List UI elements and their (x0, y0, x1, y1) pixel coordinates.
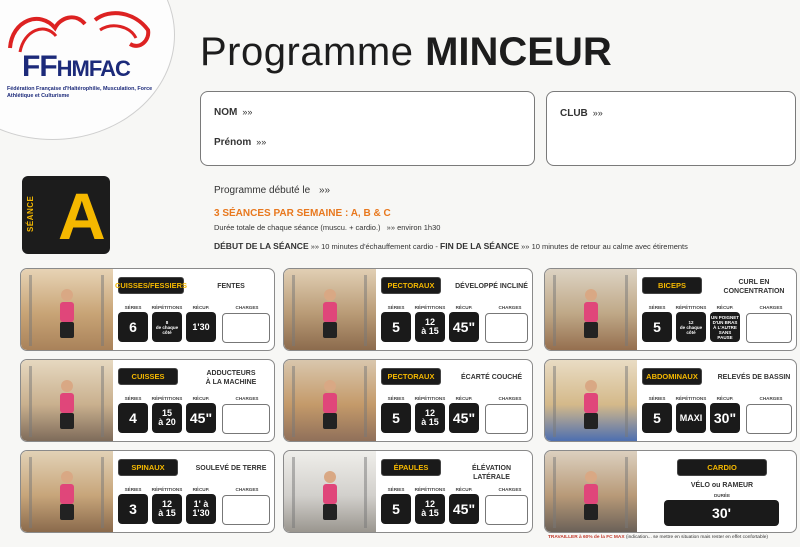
exercise-category: CUISSES/FESSIERS (118, 277, 184, 294)
series-header: SÉRIES (387, 305, 405, 310)
exercise-name: CURL EN CONCENTRATION (723, 279, 785, 295)
title-prefix: Programme (200, 30, 414, 74)
exercise-category: ABDOMINAUX (642, 368, 702, 385)
exercise-name: RELEVÉS DE BASSIN (717, 374, 791, 381)
exercise-card (544, 359, 797, 442)
exercise-category: ÉPAULES (381, 459, 441, 476)
recup-header: RÉCUP. (455, 305, 473, 310)
exercise-card (20, 450, 275, 533)
series-header: SÉRIES (387, 396, 405, 401)
seance-letter: A (58, 179, 106, 253)
prenom-field[interactable] (276, 132, 526, 148)
exercise-category: CUISSES (118, 368, 178, 385)
charges-input[interactable] (485, 404, 528, 434)
exercise-category: SPINAUX (118, 459, 178, 476)
recup-value: 1' à 1'30 (186, 494, 216, 524)
reps-value: 12 à 15 (415, 312, 445, 342)
charges-input[interactable] (222, 404, 270, 434)
athlete-figure-icon (545, 451, 637, 532)
reps-value: 12 à 15 (415, 403, 445, 433)
athlete-figure-icon (21, 360, 113, 441)
recup-value: 45" (449, 494, 479, 524)
reps-header: RÉPÉTITIONS (414, 487, 446, 492)
series-value: 3 (118, 494, 148, 524)
series-header: SÉRIES (124, 487, 142, 492)
logo-hmfac: HMFAC (56, 56, 130, 81)
reps-header: RÉPÉTITIONS (414, 305, 446, 310)
club-label: CLUB »» (560, 108, 603, 119)
reps-value: 12 de chaque côté (676, 312, 706, 342)
recup-header: RÉCUP. (192, 396, 210, 401)
recup-header: RÉCUP. (455, 396, 473, 401)
charges-input[interactable] (746, 404, 792, 434)
exercise-photo (284, 451, 376, 532)
exercise-photo (284, 360, 376, 441)
recup-value: 30" (710, 403, 740, 433)
exercise-category: BICEPS (642, 277, 702, 294)
exercise-photo (545, 269, 637, 350)
duree-header: DURÉE (713, 493, 731, 498)
exercise-photo (545, 360, 637, 441)
charges-header: CHARGES (759, 396, 783, 401)
series-value: 5 (642, 312, 672, 342)
exercise-card (20, 268, 275, 351)
charges-header: CHARGES (759, 305, 783, 310)
exercise-card (283, 268, 533, 351)
charges-input[interactable] (746, 313, 792, 343)
exercise-category: PECTORAUX (381, 277, 441, 294)
series-value: 5 (381, 403, 411, 433)
reps-header: RÉPÉTITIONS (151, 305, 183, 310)
exercise-card (544, 450, 797, 533)
reps-value: 12 à 15 (152, 494, 182, 524)
exercise-name: VÉLO ou RAMEUR (690, 482, 754, 489)
recup-value: 45" (449, 403, 479, 433)
reps-header: RÉPÉTITIONS (151, 396, 183, 401)
exercise-card (283, 450, 533, 533)
club-field[interactable] (610, 102, 788, 118)
exercise-photo (21, 360, 113, 441)
reps-header: RÉPÉTITIONS (675, 305, 707, 310)
exercise-name: DÉVELOPPÉ INCLINÉ (455, 283, 528, 290)
athlete-figure-icon (284, 269, 376, 350)
series-value: 6 (118, 312, 148, 342)
athlete-figure-icon (545, 269, 637, 350)
seances-per-week: 3 SÉANCES PAR SEMAINE : A, B & C (214, 208, 391, 219)
exercise-name: FENTES (217, 283, 245, 290)
charges-input[interactable] (222, 313, 270, 343)
reps-value: 8 de chaque côté (152, 312, 182, 342)
recup-value: UN POIGNET D'UN BRAS À L'AUTRE SANS PAUSE (710, 312, 740, 342)
logo-subtitle: Fédération Française d'Haltérophilie, Musculation, Force Athlétique et Culturisme (7, 86, 153, 99)
logo-text (22, 50, 130, 84)
exercise-name: SOULEVÉ DE TERRE (195, 465, 267, 472)
recup-header: RÉCUP. (192, 487, 210, 492)
exercise-card (544, 268, 797, 351)
recup-header: RÉCUP. (455, 487, 473, 492)
athlete-figure-icon (284, 451, 376, 532)
recup-value: 45" (186, 403, 216, 433)
exercise-name: ÉLÉVATION LATÉRALE (471, 465, 512, 481)
exercise-photo (21, 451, 113, 532)
charges-header: CHARGES (235, 396, 259, 401)
series-header: SÉRIES (124, 305, 142, 310)
exercise-name: ÉCARTÉ COUCHÉ (460, 374, 523, 381)
exercise-photo (545, 451, 637, 532)
series-value: 5 (381, 494, 411, 524)
reps-value: MAXI (676, 403, 706, 433)
nom-field[interactable] (276, 102, 526, 118)
exercise-card (283, 359, 533, 442)
recup-header: RÉCUP. (716, 305, 734, 310)
reps-header: RÉPÉTITIONS (414, 396, 446, 401)
recup-value: 45" (449, 312, 479, 342)
series-header: SÉRIES (648, 305, 666, 310)
athlete-figure-icon (21, 269, 113, 350)
charges-header: CHARGES (235, 487, 259, 492)
charges-header: CHARGES (498, 305, 522, 310)
reps-value: 12 à 15 (415, 494, 445, 524)
seance-badge (22, 176, 110, 254)
exercise-card (20, 359, 275, 442)
exercise-category: CARDIO (677, 459, 767, 476)
reps-header: RÉPÉTITIONS (675, 396, 707, 401)
cardio-footnote: TRAVAILLER à 60% de la FC MAX (indication... se mettre en situation mais rester en effet confortable) (548, 535, 768, 540)
seance-label: SÉANCE (26, 195, 35, 232)
athlete-figure-icon (284, 360, 376, 441)
series-value: 4 (118, 403, 148, 433)
debut-fin-line: DÉBUT DE LA SÉANCE »» 10 minutes d'échauffement cardio - FIN DE LA SÉANCE »» 10 minutes de retour au calme avec étirements (214, 241, 688, 251)
prenom-label: Prénom »» (214, 137, 267, 148)
reps-value: 15 à 20 (152, 403, 182, 433)
nom-label: NOM »» (214, 107, 253, 118)
logo-ff: FF (22, 50, 57, 83)
exercise-category: PECTORAUX (381, 368, 441, 385)
charges-input[interactable] (485, 313, 528, 343)
title-bold: MINCEUR (425, 30, 612, 74)
recup-value: 1'30 (186, 312, 216, 342)
series-header: SÉRIES (387, 487, 405, 492)
series-header: SÉRIES (648, 396, 666, 401)
recup-header: RÉCUP. (716, 396, 734, 401)
programme-debut: Programme débuté le »» (214, 185, 331, 196)
charges-input[interactable] (222, 495, 270, 525)
series-value: 5 (381, 312, 411, 342)
athlete-figure-icon (545, 360, 637, 441)
charges-header: CHARGES (498, 396, 522, 401)
charges-header: CHARGES (498, 487, 522, 492)
duree-value: 30' (664, 500, 779, 526)
charges-input[interactable] (485, 495, 528, 525)
exercise-photo (284, 269, 376, 350)
page-title (200, 30, 612, 75)
athlete-figure-icon (21, 451, 113, 532)
exercise-photo (21, 269, 113, 350)
series-value: 5 (642, 403, 672, 433)
recup-header: RÉCUP. (192, 305, 210, 310)
charges-header: CHARGES (235, 305, 259, 310)
reps-header: RÉPÉTITIONS (151, 487, 183, 492)
duree-line: Durée totale de chaque séance (muscu. + cardio.) »» environ 1h30 (214, 223, 441, 232)
series-header: SÉRIES (124, 396, 142, 401)
exercise-name: ADDUCTEURS À LA MACHINE (205, 370, 257, 386)
